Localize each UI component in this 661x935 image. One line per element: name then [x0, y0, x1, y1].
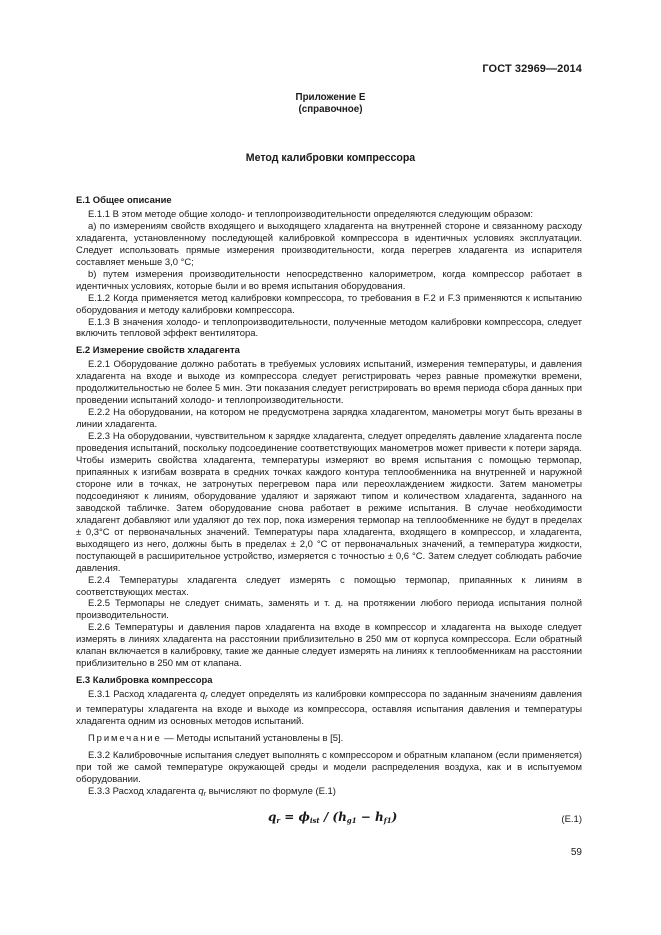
- paragraph: Е.3.1 Расход хладагента $q_r$ следует определять из калибровки компрессора по заданным значениям давления и температуры хладагента на входе и выходе из компрессора, оставляя испытания давления и температуры хладагента одним из основных методов испытаний.: [76, 689, 583, 728]
- paragraph: b) путем измерения производительности непосредственно калориметром, когда компрессор работает в идентичных условиях, которые были и во время испытания оборудования.: [76, 268, 582, 292]
- paragraph: Е.2.3 На оборудовании, чувствительном к зарядке хладагента, следует определять давление хладагента после проведения испытаний, поскольку подсоединение соответствующих манометров может привести к потери заряда. Чтобы измерить свойства хладагента, температуры измеряют во время испытания с помощью термопар, припаянных к изгибам возврата в средних точках каждого контура теплообменника на внутренней и наружной стороне или в точках, не затронутых перегревом пара или переохлаждением жидкости. Затем манометры подсоединяют к линиям, оборудование удаляют и заряжают типом и количеством хладагента, заданного на заводской табличке. Затем оборудование снова работает в режиме испытания. В случае необходимости хладагент добавляют или удаляют до тех пор, пока измерения термопар на теплообменнике не будут в пределах ± 0,3°С от первоначальных значений. Температуры пара хладагента, входящего в компрессор, и хладагента, выходящего из него, должны быть в пределах ± 2,0 °С от первоначальных значений, а температура жидкости, поступающей в расширительное устройство, измеряется с точностью ± 0,6 °С. Затем следует соблюдать рабочие давления.: [76, 431, 582, 574]
- paragraph: Е.2.4 Температуры хладагента следует измерять с помощью термопар, припаянных к линиям в соответствующих местах.: [76, 574, 582, 598]
- paragraph: Е.1.1 В этом методе общие холодо- и теплопроизводительности определяются следующим образом:: [88, 208, 534, 220]
- paragraph: Е.1.2 Когда применяется метод калибровки компрессора, то требования в F.2 и F.3 применяются к испытанию оборудования и методу калибровки компрессора.: [76, 292, 582, 316]
- paragraph: Е.2.2 На оборудовании, на котором не предусмотрена зарядка хладагентом, манометры могут быть врезаны в линии хладагента.: [76, 407, 582, 431]
- annex-subtitle: (справочное): [298, 104, 363, 115]
- formula-e1: [0, 810, 661, 834]
- paragraph: Е.2.6 Температуры и давления паров хладагента на входе в компрессор и хладагента на выходе следует измерять в линиях хладагента на расстоянии приблизительно в 250 мм от корпуса компрессора. Если обратный клапан включается в калибровку, такие же данные следует измерять на линиях к теплообменникам на расстоянии приблизительно в 250 мм от клапана.: [76, 622, 582, 670]
- paragraph: а) по измерениям свойств входящего и выходящего хладагента на внутренней стороне и связанному расходу хладагента, установленному последующей калибровкой компрессора в идентичных условиях эксплуатации. Следует использовать прямые измерения производительности, когда перегрев хладагента из испарителя составляет меньше 3,0 °С;: [76, 220, 582, 268]
- paragraph: Е.2.1 Оборудование должно работать в требуемых условиях испытаний, измерения температуры, и давления хладагента на входе и выходе из компрессора следует регистрировать через равные промежутки времени, продолжительностью не более 5 мин. Эти показания следует регистрировать во время периода сбора данных при проведении испытаний холодо- и теплопроизводительности.: [76, 359, 582, 407]
- document-title: Метод калибровки компрессора: [245, 152, 416, 164]
- note-label: Примечание: [88, 732, 162, 744]
- symbol-q: q: [198, 785, 204, 797]
- paragraph: Е.2.5 Термопары не следует снимать, заменять и т. д. на протяжении любого периода испытания полной производительности.: [76, 598, 582, 622]
- page-number: 59: [570, 847, 582, 858]
- document-body: [76, 195, 582, 801]
- note: Примечание — Методы испытаний установлены в [5].: [88, 732, 344, 744]
- paragraph: Е.1.3 В значения холодо- и теплопроизводительности, полученные методом калибровки компрессора, следует включить тепловой эффект вентилятора.: [76, 316, 582, 340]
- section-heading: Е.3 Калибровка компрессора: [76, 675, 213, 687]
- formula-expression: $q_r = \phi_{ist} / (h_{g1} - h_{f1})$: [268, 810, 398, 825]
- annex-title: Приложение Е: [295, 92, 366, 103]
- section-heading: Е.2 Измерение свойств хладагента: [76, 345, 240, 357]
- paragraph: Е.3.2 Калибровочные испытания следует выполнять с компрессором и обратным клапаном (если применяется) при той же самой температуре окружающей среды и модели распределения воздуха, как и в испытуемом оборудовании.: [76, 749, 582, 785]
- symbol-q: q: [200, 689, 206, 701]
- paragraph: Е.3.3 Расход хладагента $q_r$ вычисляют по формуле (Е.1): [88, 785, 336, 798]
- formula-number: (Е.1): [561, 814, 582, 825]
- section-heading: Е.1 Общее описание: [76, 195, 172, 206]
- standard-header: ГОСТ 32969—2014: [482, 63, 582, 75]
